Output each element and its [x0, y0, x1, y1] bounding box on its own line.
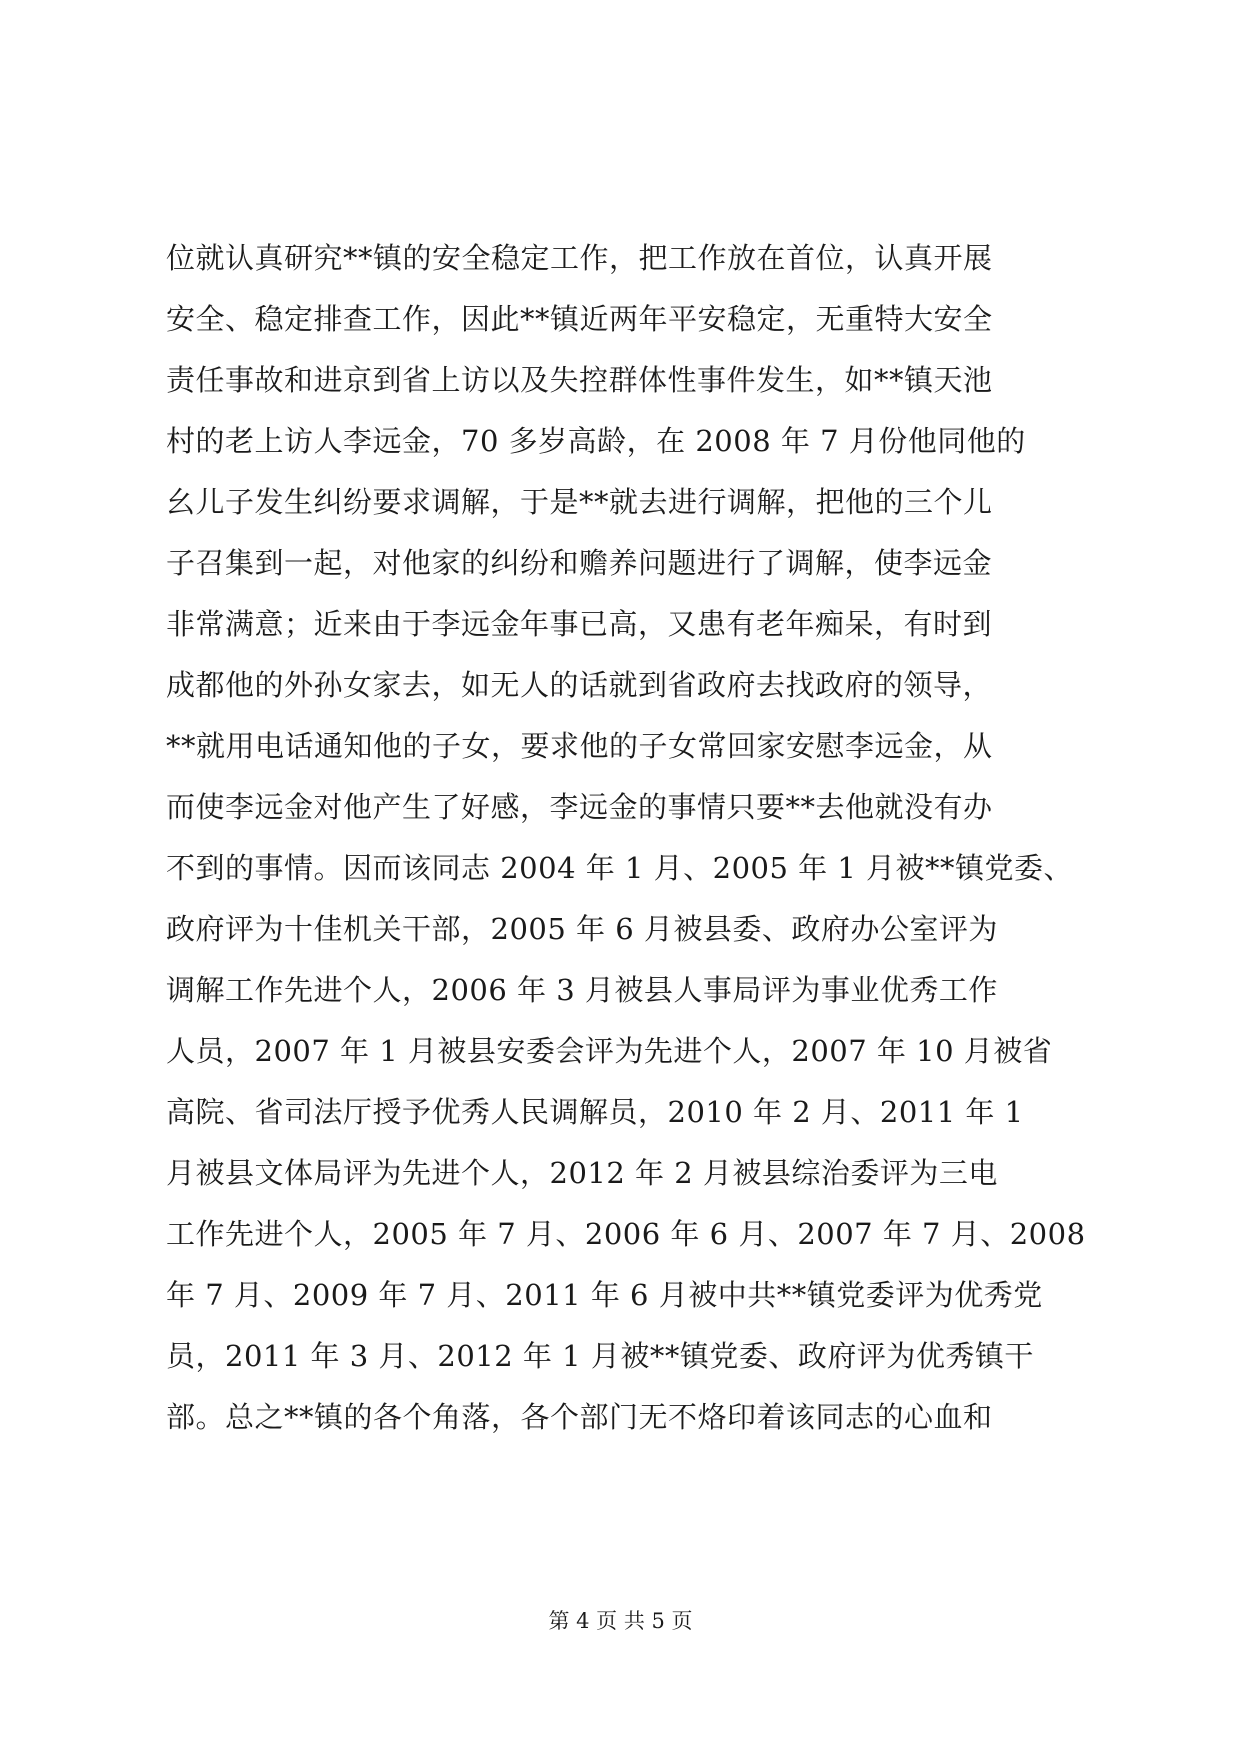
text-line: 成都他的外孙女家去，如无人的话就到省政府去找政府的领导，	[166, 668, 993, 702]
text-line: 部。总之**镇的各个角落，各个部门无不烙印着该同志的心血和	[166, 1400, 993, 1434]
text-line: 月被县文体局评为先进个人，2012 年 2 月被县综治委评为三电	[166, 1156, 998, 1190]
text-line: 员，2011 年 3 月、2012 年 1 月被**镇党委、政府评为优秀镇干	[166, 1339, 1034, 1373]
text-line: 高院、省司法厅授予优秀人民调解员，2010 年 2 月、2011 年 1	[166, 1095, 1024, 1129]
text-line: 人员，2007 年 1 月被县安委会评为先进个人，2007 年 10 月被省	[166, 1034, 1053, 1068]
body-text	[166, 228, 1086, 1448]
text-line: 子召集到一起，对他家的纠纷和赡养问题进行了调解，使李远金	[166, 546, 993, 580]
text-line: 工作先进个人，2005 年 7 月、2006 年 6 月、2007 年 7 月、2008	[166, 1217, 1086, 1251]
text-line: **就用电话通知他的子女，要求他的子女常回家安慰李远金，从	[166, 729, 993, 763]
text-line: 调解工作先进个人，2006 年 3 月被县人事局评为事业优秀工作	[166, 973, 998, 1007]
text-line: 不到的事情。因而该同志 2004 年 1 月、2005 年 1 月被**镇党委、	[166, 851, 1074, 885]
page-footer	[0, 1607, 1241, 1635]
text-line: 安全、稳定排查工作，因此**镇近两年平安稳定，无重特大安全	[166, 302, 993, 336]
text-line: 而使李远金对他产生了好感，李远金的事情只要**去他就没有办	[166, 790, 993, 824]
text-line: 政府评为十佳机关干部，2005 年 6 月被县委、政府办公室评为	[166, 912, 998, 946]
text-line: 位就认真研究**镇的安全稳定工作，把工作放在首位，认真开展	[166, 241, 993, 275]
page-number-label: 第 4 页 共 5 页	[548, 1609, 693, 1633]
text-line: 村的老上访人李远金，70 多岁高龄，在 2008 年 7 月份他同他的	[166, 424, 1026, 458]
text-line: 责任事故和进京到省上访以及失控群体性事件发生，如**镇天池	[166, 363, 993, 397]
text-line: 年 7 月、2009 年 7 月、2011 年 6 月被中共**镇党委评为优秀党	[166, 1278, 1043, 1312]
text-line: 非常满意；近来由于李远金年事已高，又患有老年痴呆，有时到	[166, 607, 993, 641]
text-line: 幺儿子发生纠纷要求调解，于是**就去进行调解，把他的三个儿	[166, 485, 993, 519]
